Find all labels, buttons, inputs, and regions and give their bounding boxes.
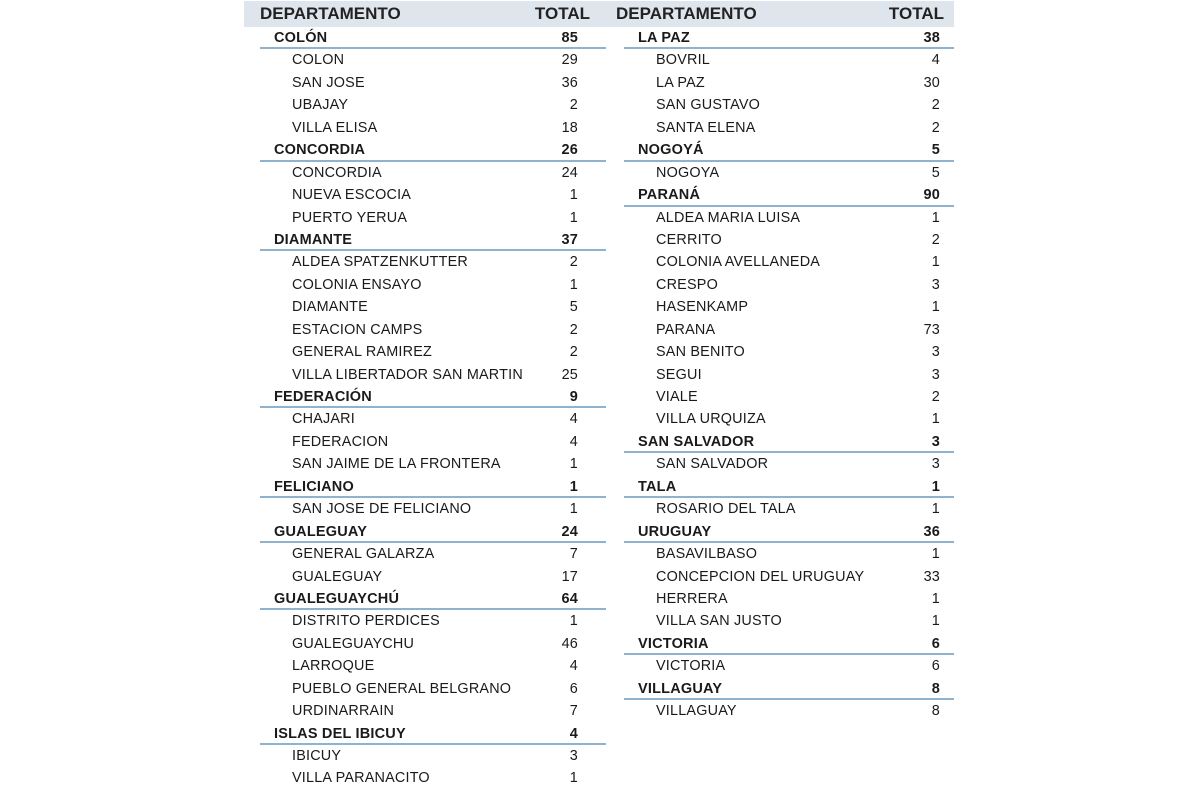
locality-total: 1 bbox=[931, 613, 940, 630]
locality-row bbox=[624, 610, 954, 632]
locality-name: HERRERA bbox=[656, 590, 728, 607]
locality-name: PARANA bbox=[656, 321, 716, 338]
department-name: DIAMANTE bbox=[274, 231, 353, 248]
locality-row bbox=[260, 274, 606, 296]
department-name: VICTORIA bbox=[638, 635, 709, 652]
locality-name: GENERAL GALARZA bbox=[292, 546, 435, 563]
locality-total: 17 bbox=[561, 568, 578, 585]
locality-row bbox=[624, 543, 954, 565]
locality-row bbox=[260, 431, 606, 453]
department-name: URUGUAY bbox=[638, 523, 712, 540]
locality-name: SEGUI bbox=[656, 366, 702, 383]
locality-name: VILLA PARANACITO bbox=[292, 770, 430, 787]
locality-total: 1 bbox=[931, 501, 940, 518]
locality-row bbox=[260, 678, 606, 700]
locality-name: GUALEGUAYCHU bbox=[292, 635, 415, 652]
locality-total: 2 bbox=[569, 321, 578, 338]
locality-total: 36 bbox=[561, 74, 578, 91]
locality-name: FEDERACION bbox=[292, 433, 389, 450]
department-name: GUALEGUAY bbox=[274, 523, 368, 540]
locality-row bbox=[260, 296, 606, 318]
locality-row bbox=[260, 94, 606, 116]
locality-row bbox=[260, 633, 606, 655]
locality-total: 7 bbox=[569, 546, 578, 563]
department-row bbox=[624, 431, 954, 453]
department-name: ISLAS DEL IBICUY bbox=[274, 725, 406, 742]
header-total: TOTAL bbox=[888, 4, 944, 23]
locality-total: 73 bbox=[923, 321, 940, 338]
locality-name: NOGOYA bbox=[656, 164, 720, 181]
department-name: PARANÁ bbox=[638, 187, 701, 204]
department-name: VILLAGUAY bbox=[638, 680, 723, 697]
department-total: 26 bbox=[561, 142, 578, 159]
department-total: 5 bbox=[931, 142, 940, 159]
locality-row bbox=[624, 49, 954, 71]
locality-row bbox=[624, 296, 954, 318]
locality-row bbox=[624, 655, 954, 677]
department-total: 1 bbox=[569, 478, 578, 495]
locality-total: 3 bbox=[931, 456, 940, 473]
table-header-right bbox=[600, 1, 954, 27]
locality-row bbox=[260, 610, 606, 632]
department-row bbox=[624, 184, 954, 206]
locality-row bbox=[260, 207, 606, 229]
locality-total: 5 bbox=[569, 299, 578, 316]
department-total: 4 bbox=[569, 725, 578, 742]
locality-name: IBICUY bbox=[292, 748, 342, 764]
locality-total: 1 bbox=[931, 209, 940, 226]
locality-name: CRESPO bbox=[656, 276, 718, 293]
department-row bbox=[260, 521, 606, 543]
locality-total: 4 bbox=[569, 433, 578, 450]
locality-name: PUEBLO GENERAL BELGRANO bbox=[292, 680, 512, 697]
locality-total: 1 bbox=[931, 590, 940, 607]
locality-row bbox=[624, 364, 954, 386]
locality-name: SAN JOSE bbox=[292, 74, 365, 91]
locality-row bbox=[624, 341, 954, 363]
header-departamento: DEPARTAMENTO bbox=[616, 4, 757, 23]
locality-name: HASENKAMP bbox=[656, 299, 749, 316]
locality-row bbox=[624, 207, 954, 229]
locality-row bbox=[260, 319, 606, 341]
locality-row bbox=[624, 700, 954, 722]
locality-total: 2 bbox=[931, 389, 940, 405]
locality-total: 24 bbox=[561, 164, 578, 181]
locality-name: VIALE bbox=[656, 389, 698, 405]
locality-total: 6 bbox=[569, 680, 578, 697]
locality-row bbox=[624, 72, 954, 94]
locality-row bbox=[260, 117, 606, 139]
locality-name: NUEVA ESCOCIA bbox=[292, 187, 412, 204]
locality-name: CHAJARI bbox=[292, 411, 355, 428]
locality-row bbox=[624, 117, 954, 139]
locality-row bbox=[624, 498, 954, 520]
locality-name: ESTACION CAMPS bbox=[292, 321, 423, 338]
department-row bbox=[260, 476, 606, 498]
locality-total: 1 bbox=[569, 276, 578, 293]
locality-row bbox=[624, 274, 954, 296]
table-right-column bbox=[624, 27, 954, 723]
department-total: 9 bbox=[569, 389, 578, 405]
locality-row bbox=[624, 162, 954, 184]
locality-total: 2 bbox=[569, 344, 578, 361]
department-name: TALA bbox=[638, 478, 677, 495]
department-total: 90 bbox=[923, 187, 940, 204]
locality-total: 7 bbox=[569, 703, 578, 720]
locality-row bbox=[624, 229, 954, 251]
locality-name: VILLA URQUIZA bbox=[656, 411, 766, 428]
locality-name: CONCORDIA bbox=[292, 164, 382, 181]
locality-row bbox=[260, 700, 606, 722]
department-row bbox=[260, 27, 606, 49]
header-departamento: DEPARTAMENTO bbox=[260, 4, 401, 23]
locality-row bbox=[260, 364, 606, 386]
department-name: SAN SALVADOR bbox=[638, 433, 755, 450]
locality-name: SANTA ELENA bbox=[656, 119, 756, 136]
locality-row bbox=[260, 767, 606, 789]
locality-total: 1 bbox=[931, 299, 940, 316]
locality-total: 3 bbox=[931, 276, 940, 293]
locality-name: SAN JOSE DE FELICIANO bbox=[292, 501, 472, 518]
locality-name: VILLA SAN JUSTO bbox=[656, 613, 782, 630]
locality-name: CONCEPCION DEL URUGUAY bbox=[656, 568, 865, 585]
department-total: 3 bbox=[931, 433, 940, 450]
department-total: 38 bbox=[923, 30, 940, 46]
department-row bbox=[624, 678, 954, 700]
locality-row bbox=[260, 408, 606, 430]
department-name: NOGOYÁ bbox=[638, 142, 704, 159]
department-row bbox=[260, 139, 606, 161]
department-total: 85 bbox=[561, 30, 578, 46]
locality-total: 46 bbox=[561, 635, 578, 652]
locality-name: UBAJAY bbox=[292, 97, 349, 114]
locality-name: COLONIA ENSAYO bbox=[292, 276, 422, 293]
locality-total: 25 bbox=[561, 366, 578, 383]
department-total: 24 bbox=[561, 523, 578, 540]
department-row bbox=[624, 476, 954, 498]
locality-row bbox=[624, 251, 954, 273]
locality-row bbox=[624, 386, 954, 408]
locality-name: DISTRITO PERDICES bbox=[292, 613, 440, 630]
department-row bbox=[624, 139, 954, 161]
locality-name: SAN JAIME DE LA FRONTERA bbox=[292, 456, 501, 473]
locality-row bbox=[624, 566, 954, 588]
locality-total: 8 bbox=[931, 703, 940, 720]
locality-name: VILLA ELISA bbox=[292, 119, 378, 136]
locality-total: 3 bbox=[931, 366, 940, 383]
locality-name: ROSARIO DEL TALA bbox=[656, 501, 796, 518]
locality-name: COLON bbox=[292, 52, 345, 69]
locality-name: BOVRIL bbox=[656, 52, 710, 69]
locality-name: GENERAL RAMIREZ bbox=[292, 344, 432, 361]
locality-name: LA PAZ bbox=[656, 74, 705, 91]
department-row bbox=[260, 386, 606, 408]
locality-name: URDINARRAIN bbox=[292, 703, 395, 720]
locality-total: 3 bbox=[931, 344, 940, 361]
locality-name: GUALEGUAY bbox=[292, 568, 383, 585]
locality-name: BASAVILBASO bbox=[656, 546, 758, 563]
locality-total: 1 bbox=[569, 770, 578, 787]
locality-name: VILLA LIBERTADOR SAN MARTIN bbox=[292, 366, 523, 383]
locality-total: 4 bbox=[569, 411, 578, 428]
locality-name: SAN BENITO bbox=[656, 344, 745, 361]
locality-total: 2 bbox=[569, 254, 578, 271]
locality-total: 1 bbox=[569, 456, 578, 473]
locality-total: 1 bbox=[931, 546, 940, 563]
department-total: 64 bbox=[561, 590, 578, 607]
department-name: COLÓN bbox=[274, 30, 328, 46]
locality-total: 5 bbox=[931, 164, 940, 181]
locality-total: 1 bbox=[931, 254, 940, 271]
locality-row bbox=[624, 588, 954, 610]
table-header-left bbox=[244, 1, 600, 27]
locality-name: PUERTO YERUA bbox=[292, 209, 408, 226]
locality-row bbox=[260, 49, 606, 71]
locality-total: 3 bbox=[569, 748, 578, 764]
locality-name: CERRITO bbox=[656, 231, 722, 248]
locality-row bbox=[260, 543, 606, 565]
department-row bbox=[260, 229, 606, 251]
locality-name: DIAMANTE bbox=[292, 299, 368, 316]
locality-total: 4 bbox=[569, 658, 578, 675]
department-total: 36 bbox=[923, 523, 940, 540]
locality-total: 1 bbox=[569, 613, 578, 630]
locality-total: 2 bbox=[569, 97, 578, 114]
locality-name: SAN SALVADOR bbox=[656, 456, 769, 473]
department-name: FEDERACIÓN bbox=[274, 389, 372, 405]
locality-row bbox=[260, 498, 606, 520]
locality-row bbox=[260, 655, 606, 677]
locality-row bbox=[260, 162, 606, 184]
department-row bbox=[260, 588, 606, 610]
locality-total: 4 bbox=[931, 52, 940, 69]
department-row bbox=[624, 633, 954, 655]
department-row bbox=[624, 521, 954, 543]
locality-row bbox=[624, 319, 954, 341]
department-total: 1 bbox=[931, 478, 940, 495]
locality-row bbox=[260, 453, 606, 475]
locality-row bbox=[260, 745, 606, 767]
locality-row bbox=[260, 184, 606, 206]
locality-name: VILLAGUAY bbox=[656, 703, 737, 720]
locality-name: COLONIA AVELLANEDA bbox=[656, 254, 821, 271]
department-row bbox=[624, 27, 954, 49]
locality-row bbox=[260, 566, 606, 588]
locality-total: 33 bbox=[923, 568, 940, 585]
locality-total: 2 bbox=[931, 231, 940, 248]
department-name: CONCORDIA bbox=[274, 142, 366, 159]
locality-total: 2 bbox=[931, 119, 940, 136]
locality-total: 18 bbox=[561, 119, 578, 136]
department-total: 6 bbox=[931, 635, 940, 652]
locality-name: VICTORIA bbox=[656, 658, 726, 675]
locality-row bbox=[624, 408, 954, 430]
locality-row bbox=[260, 251, 606, 273]
department-row bbox=[260, 723, 606, 745]
locality-name: ALDEA MARIA LUISA bbox=[656, 209, 801, 226]
locality-total: 29 bbox=[561, 52, 578, 69]
locality-row bbox=[260, 341, 606, 363]
locality-total: 1 bbox=[569, 209, 578, 226]
locality-row bbox=[624, 453, 954, 475]
locality-name: ALDEA SPATZENKUTTER bbox=[292, 254, 468, 271]
table-left-column bbox=[260, 27, 606, 790]
locality-total: 1 bbox=[569, 501, 578, 518]
header-total: TOTAL bbox=[534, 4, 590, 23]
department-total: 37 bbox=[561, 231, 578, 248]
locality-total: 1 bbox=[569, 187, 578, 204]
department-name: GUALEGUAYCHÚ bbox=[274, 590, 400, 607]
department-total: 8 bbox=[931, 680, 940, 697]
locality-total: 2 bbox=[931, 97, 940, 114]
department-name: LA PAZ bbox=[638, 30, 690, 46]
locality-name: LARROQUE bbox=[292, 658, 375, 675]
locality-total: 30 bbox=[923, 74, 940, 91]
department-name: FELICIANO bbox=[274, 478, 354, 495]
locality-total: 1 bbox=[931, 411, 940, 428]
locality-name: SAN GUSTAVO bbox=[656, 97, 761, 114]
locality-row bbox=[624, 94, 954, 116]
locality-total: 6 bbox=[931, 658, 940, 675]
locality-row bbox=[260, 72, 606, 94]
